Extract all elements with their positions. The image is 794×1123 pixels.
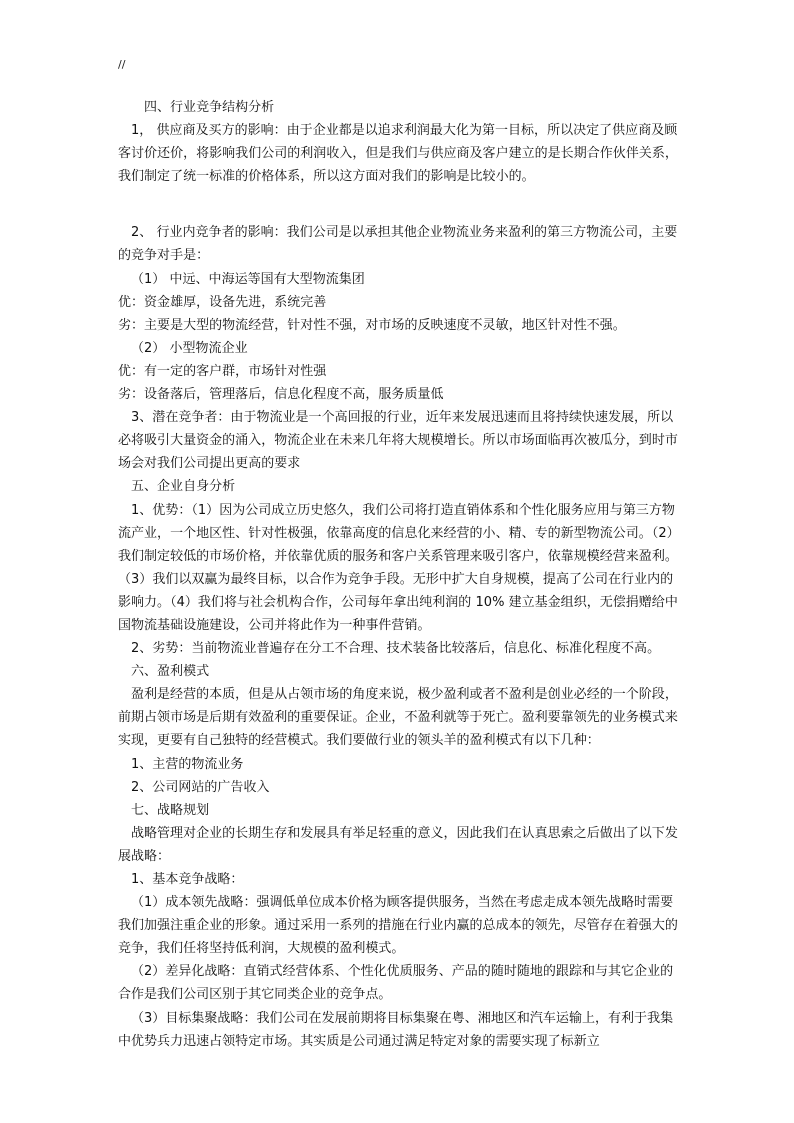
paragraph-industry-competitors: 2、 行业内竞争者的影响：我们公司是以承担其他企业物流业务来盈利的第三方物流公司，主要的竞争对手是： [118, 225, 678, 264]
paragraph-weaknesses: 2、劣势：当前物流业普遍存在分工不合理、技术装备比较落后，信息化、标准化程度不高。 [131, 641, 661, 657]
disadvantage-large-groups: 劣：主要是大型的物流经营，针对性不强，对市场的反映速度不灵敏，地区针对性不强。 [118, 317, 626, 333]
list-item-basic-strategy: 1、基本竞争战略： [131, 872, 244, 887]
paragraph-focus-strategy: （3）目标集聚战略：我们公司在发展前期将目标集聚在粤、湘地区和汽车运输上，有利于我集中优势兵力迅速占领特定市场。其实质是公司通过满足特定对象的需要实现了标新立 [118, 1010, 674, 1049]
paragraph-supplier-buyer-impact: 1， 供应商及买方的影响：由于企业都是以追求利润最大化为第一目标，所以决定了供应商及顾客讨价还价，将影响我们公司的利润收入，但是我们与供应商及客户建立的是长期合作伙伴关系，我们制定了统一标准的价格体系，所以这方面对我们的影响是比较小的。 [118, 123, 678, 185]
advantage-large-groups: 优：资金雄厚，设备先进，系统完善 [118, 294, 327, 310]
section-heading-industry-competition: 四、行业竞争结构分析 [144, 100, 275, 115]
paragraph-potential-competitors: 3、潜在竞争者：由于物流业是一个高回报的行业，近年来发展迅速而且将持续快速发展，所以必将吸引大量资金的涌入，物流企业在未来几年将大规模增长。所以市场面临再次被瓜分，到时市场会对我们公司提出更高的要求 [118, 410, 678, 472]
section-heading-strategy: 七、战略规划 [131, 802, 210, 818]
competitor-item-small-enterprises: （2） 小型物流企业 [131, 340, 248, 356]
competitor-item-large-groups: （1） 中远、中海运等国有大型物流集团 [131, 271, 365, 287]
paragraph-gap [118, 188, 682, 221]
paragraph-strengths: 1、优势：（1）因为公司成立历史悠久，我们公司将打造直销体系和个性化服务应用与第三方物流产业，一个地区性、针对性极强，依靠高度的信息化来经营的小、精、专的新型物流公司。（2）我们制定较低的市场价格，并依靠优质的服务和客户关系管理来吸引客户，依靠规模经营来盈利。（3）我们以双赢为最终目标，以合作为竞争手段。无形中扩大自身规模，提高了公司在行业内的影响力。（4）我们将与社会机构合作，公司每年拿出纯利润的 10% 建立基金组织，无偿捐赠给中国物流基础设施建设，公司并将此作为一种事件营销。 [118, 502, 680, 633]
section-heading-profit-model: 六、盈利模式 [131, 664, 210, 680]
list-item-main-logistics: 1、主营的物流业务 [131, 756, 244, 772]
document-body [118, 96, 682, 1053]
disadvantage-small-enterprises: 劣：设备落后，管理落后，信息化程度不高，服务质量低 [118, 387, 444, 403]
section-heading-self-analysis: 五、企业自身分析 [131, 479, 236, 495]
corner-mark: // [118, 58, 126, 71]
advantage-small-enterprises: 优：有一定的客户群，市场针对性强 [118, 363, 327, 379]
paragraph-profit-model: 盈利是经营的本质，但是从占领市场的角度来说，极少盈利或者不盈利是创业必经的一个阶段，前期占领市场是后期有效盈利的重要保证。企业，不盈利就等于死亡。盈利要靠领先的业务模式来实现，更要有自己独特的经营模式。我们要做行业的领头羊的盈利模式有以下几种： [118, 687, 678, 749]
paragraph-strategy-intro: 战略管理对企业的长期生存和发展具有举足轻重的意义，因此我们在认真思索之后做出了以下发展战略： [118, 825, 678, 864]
list-item-website-ads: 2、公司网站的广告收入 [131, 779, 270, 795]
paragraph-cost-leadership: （1）成本领先战略：强调低单位成本价格为顾客提供服务，当然在考虑走成本领先战略时需要我们加强注重企业的形象。通过采用一系列的措施在行业内赢的总成本的领先，尽管存在着强大的竞争，我们任将坚持低利润，大规模的盈利模式。 [118, 895, 678, 957]
paragraph-differentiation: （2）差异化战略：直销式经营体系、个性化优质服务、产品的随时随地的跟踪和与其它企业的合作是我们公司区别于其它同类企业的竞争点。 [118, 964, 674, 1003]
